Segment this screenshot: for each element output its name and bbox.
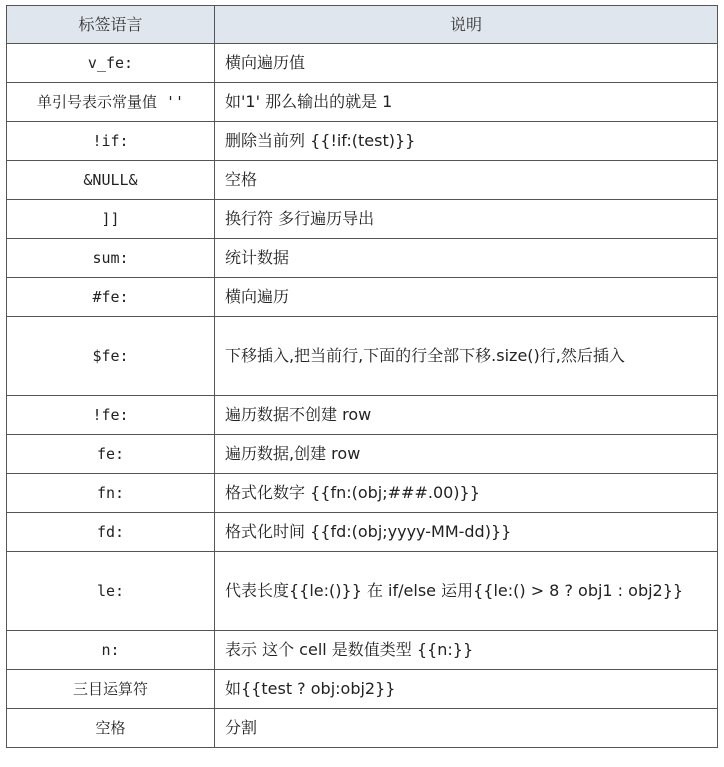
row-key: $fe:	[7, 317, 215, 396]
row-description: 如{{test ? obj:obj2}}	[215, 670, 718, 709]
table-row	[7, 161, 718, 200]
row-description: 表示 这个 cell 是数值类型 {{n:}}	[215, 631, 718, 670]
row-description: 代表长度{{le:()}} 在 if/else 运用{{le:() > 8 ? obj1 : obj2}}	[215, 552, 718, 631]
row-key: v_fe:	[7, 44, 215, 83]
table-row	[7, 435, 718, 474]
row-key: #fe:	[7, 278, 215, 317]
table-row	[7, 631, 718, 670]
table-row	[7, 709, 718, 748]
row-key: !fe:	[7, 396, 215, 435]
row-key: 三目运算符	[7, 670, 215, 709]
table-header-row	[7, 6, 718, 44]
tag-language-table	[6, 5, 718, 748]
header-tag-language: 标签语言	[7, 6, 215, 44]
table-row	[7, 317, 718, 396]
table-row	[7, 83, 718, 122]
table-row	[7, 200, 718, 239]
row-key: le:	[7, 552, 215, 631]
row-description: 下移插入,把当前行,下面的行全部下移.size()行,然后插入	[215, 317, 718, 396]
table-row	[7, 122, 718, 161]
table-row	[7, 474, 718, 513]
row-description: 删除当前列 {{!if:(test)}}	[215, 122, 718, 161]
row-description: 横向遍历值	[215, 44, 718, 83]
row-description: 遍历数据,创建 row	[215, 435, 718, 474]
row-description: 格式化数字 {{fn:(obj;###.00)}}	[215, 474, 718, 513]
row-key: ]]	[7, 200, 215, 239]
table-row	[7, 278, 718, 317]
row-key: !if:	[7, 122, 215, 161]
row-key: fn:	[7, 474, 215, 513]
row-key: fd:	[7, 513, 215, 552]
row-key: sum:	[7, 239, 215, 278]
row-description: 横向遍历	[215, 278, 718, 317]
row-description: 遍历数据不创建 row	[215, 396, 718, 435]
table-row	[7, 552, 718, 631]
table-row	[7, 396, 718, 435]
row-key: 空格	[7, 709, 215, 748]
row-description: 如'1' 那么输出的就是 1	[215, 83, 718, 122]
row-key: fe:	[7, 435, 215, 474]
row-description: 统计数据	[215, 239, 718, 278]
row-description: 分割	[215, 709, 718, 748]
row-key: n:	[7, 631, 215, 670]
table-row	[7, 239, 718, 278]
header-description: 说明	[215, 6, 718, 44]
table-row	[7, 670, 718, 709]
row-description: 格式化时间 {{fd:(obj;yyyy-MM-dd)}}	[215, 513, 718, 552]
table-row	[7, 513, 718, 552]
table-row	[7, 44, 718, 83]
row-description: 空格	[215, 161, 718, 200]
row-description: 换行符 多行遍历导出	[215, 200, 718, 239]
row-key: 单引号表示常量值 ''	[7, 83, 215, 122]
tag-language-table-container	[6, 5, 718, 748]
row-key: &NULL&	[7, 161, 215, 200]
